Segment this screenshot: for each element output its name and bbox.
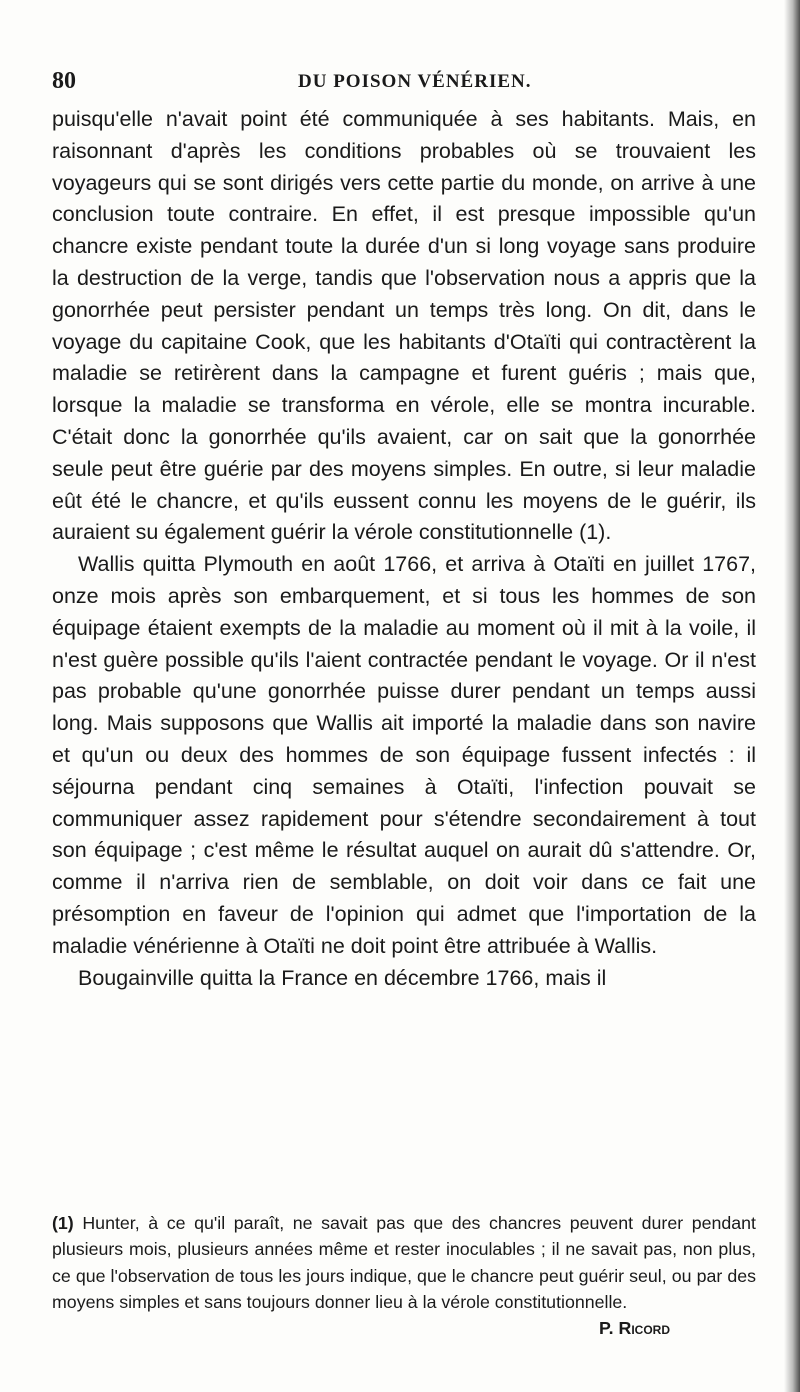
footnote-paragraph (52, 1210, 756, 1315)
footnote-signature: P. Ricord (599, 1318, 670, 1339)
main-text (52, 104, 756, 994)
page-edge-shadow (784, 0, 800, 1392)
running-title: DU POISON VÉNÉRIEN. (298, 71, 532, 92)
footnote-text: Hunter, à ce qu'il paraît, ne savait pas que des chancres peuvent durer pendant plusieurs mois, plusieurs années même et rester inoculables ; il ne savait pas, non plus, ce que l'observation de tous les jours indique, que le chancre peut guérir seul, ou par des moyens simples et sans toujours donner lieu à la vérole constitutionnelle. (52, 1213, 756, 1312)
paragraph-1: puisqu'elle n'avait point été communiquée à ses habitants. Mais, en raisonnant d'après les conditions probables où se trouvaient les voyageurs qui se sont dirigés vers cette partie du monde, on arrive à une conclusion toute contraire. En effet, il est presque impossible qu'un chancre existe pendant toute la durée d'un si long voyage sans produire la destruction de la verge, tandis que l'observation nous a appris que la gonorrhée peut persister pendant un temps très long. On dit, dans le voyage du capitaine Cook, que les habitants d'Otaïti qui contractèrent la maladie se retirèrent dans la campagne et furent guéris ; mais que, lorsque la maladie se transforma en vérole, elle se montra incurable. C'était donc la gonorrhée qu'ils avaient, car on sait que la gonorrhée seule peut être guérie par des moyens simples. En outre, si leur maladie eût été le chancre, et qu'ils eussent connu les moyens de le guérir, ils auraient su également guérir la vérole constitutionnelle (1). (52, 107, 756, 545)
page-header (52, 66, 752, 96)
page-number: 80 (52, 68, 76, 94)
paragraph-3: Bougainville quitta la France en décembre 1766, mais il (78, 965, 607, 990)
paragraph-2: Wallis quitta Plymouth en août 1766, et arriva à Otaïti en juillet 1767, onze mois après son embarquement, et si tous les hommes de son équipage étaient exempts de la maladie au moment où il mit à la voile, il n'est guère possible qu'ils l'aient contractée pendant le voyage. Or il n'est pas probable qu'une gonorrhée puisse durer pendant un temps aussi long. Mais supposons que Wallis ait importé la maladie dans son navire et qu'un ou deux des hommes de son équipage fussent infectés : il séjourna pendant cinq semaines à Otaïti, l'infection pouvait se communiquer assez rapidement pour s'étendre secondairement à tout son équipage ; c'est même le résultat auquel on aurait dû s'attendre. Or, comme il n'arriva rien de semblable, on doit voir dans ce fait une présomption en faveur de l'opinion qui admet que l'importation de la maladie vénérienne à Otaïti ne doit point être attribuée à Wallis. (52, 552, 756, 958)
footnote (52, 1210, 756, 1341)
footnote-marker: (1) (52, 1213, 74, 1233)
